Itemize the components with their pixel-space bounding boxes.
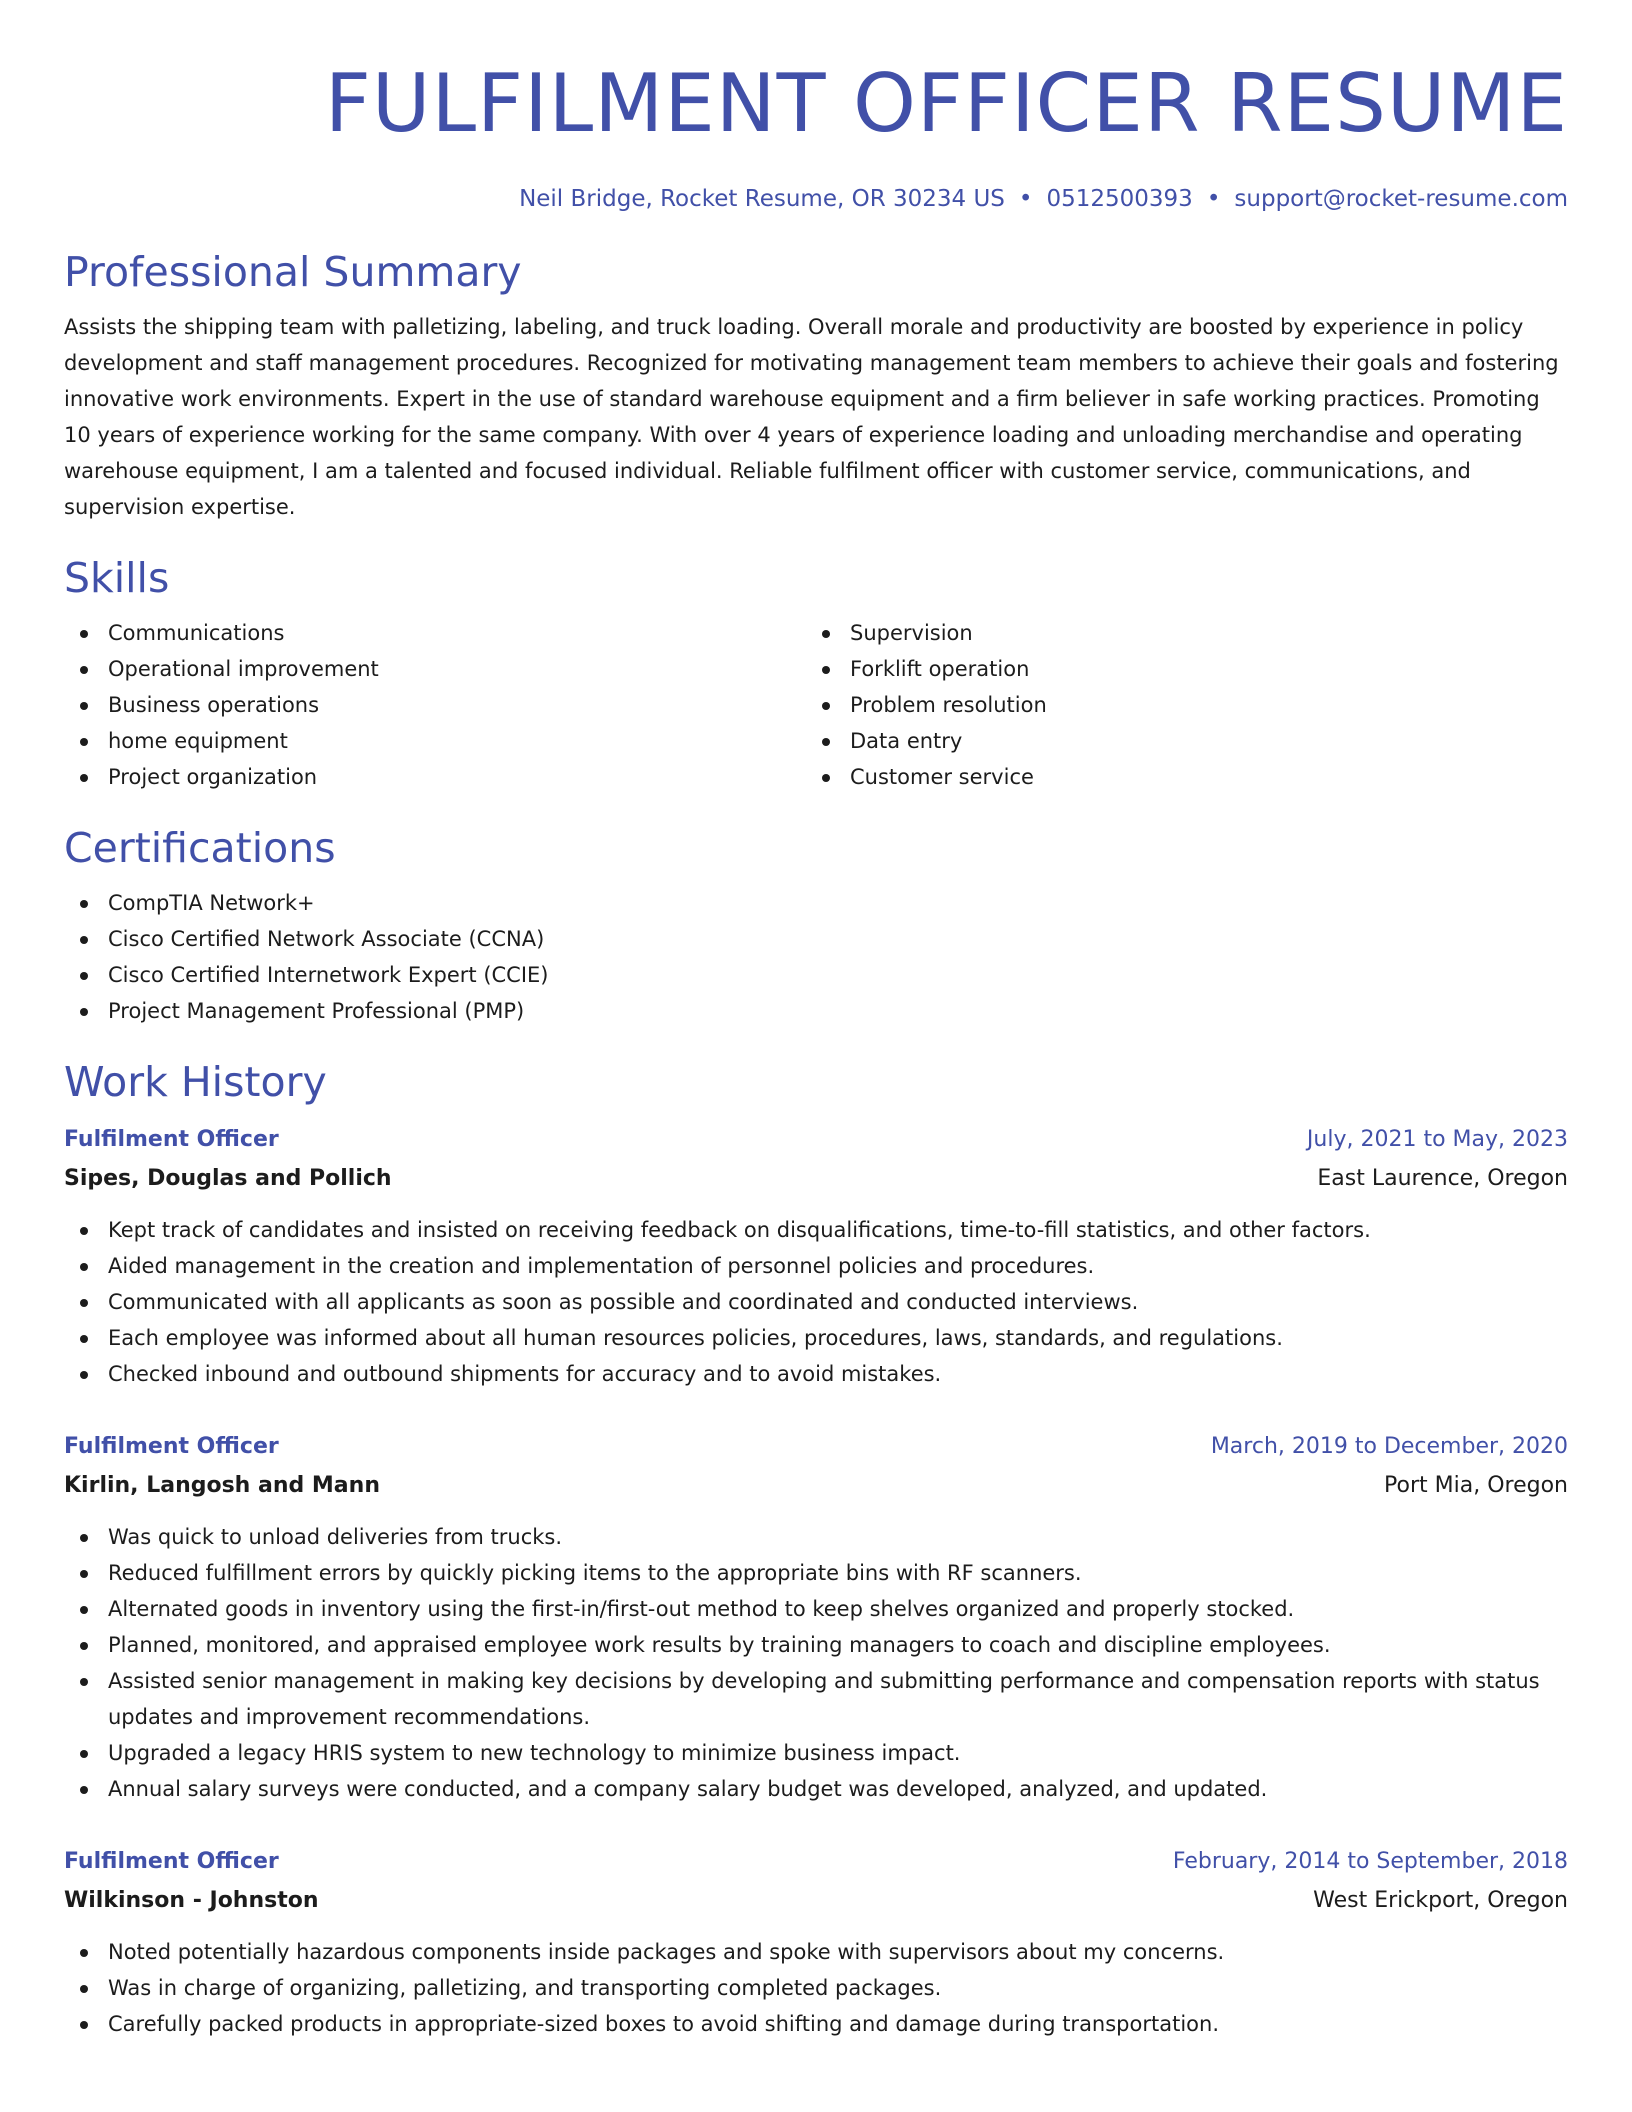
job-title: Fulfilment Officer (64, 1849, 279, 1874)
job-bullets (64, 1519, 1568, 1807)
section-heading-certifications: Certifications (64, 824, 336, 872)
job-company-row (64, 1164, 1568, 1194)
skill-item: Business operations (64, 687, 806, 723)
section-heading-work-history: Work History (64, 1058, 327, 1106)
contact-line (64, 184, 1568, 214)
job-entry (64, 1432, 1568, 1807)
job-bullet: Carefully packed products in appropriate-sized boxes to avoid shifting and damage during transportation. (64, 2006, 1568, 2042)
job-bullet: Reduced fulfillment errors by quickly picking items to the appropriate bins with RF scanners. (64, 1555, 1568, 1591)
job-bullets (64, 1212, 1568, 1392)
certification-item: Project Management Professional (PMP) (64, 993, 1568, 1029)
job-company: Wilkinson - Johnston (64, 1888, 319, 1913)
job-dates: February, 2014 to September, 2018 (1172, 1849, 1568, 1874)
contact-phone: 0512500393 (1046, 186, 1193, 212)
skill-item: Supervision (806, 615, 1548, 651)
job-company: Sipes, Douglas and Pollich (64, 1166, 392, 1191)
certification-item: CompTIA Network+ (64, 885, 1568, 921)
job-location: Port Mia, Oregon (1384, 1473, 1568, 1498)
job-location: West Erickport, Oregon (1313, 1888, 1568, 1913)
skill-item: Forklift operation (806, 651, 1548, 687)
job-entry (64, 1125, 1568, 1392)
skills-list-right (806, 615, 1548, 795)
job-bullet: Aided management in the creation and implementation of personnel policies and procedures. (64, 1248, 1568, 1284)
job-bullets (64, 1934, 1568, 2042)
skill-item: Project organization (64, 759, 806, 795)
certification-item: Cisco Certified Internetwork Expert (CCIE) (64, 957, 1568, 993)
job-bullet: Kept track of candidates and insisted on receiving feedback on disqualifications, time-to-fill statistics, and other factors. (64, 1212, 1568, 1248)
job-bullet: Communicated with all applicants as soon as possible and coordinated and conducted interviews. (64, 1284, 1568, 1320)
job-dates: July, 2021 to May, 2023 (1306, 1127, 1568, 1152)
job-bullet: Upgraded a legacy HRIS system to new technology to minimize business impact. (64, 1735, 1568, 1771)
skills-list-left (64, 615, 806, 795)
job-title: Fulfilment Officer (64, 1434, 279, 1459)
job-title: Fulfilment Officer (64, 1127, 279, 1152)
contact-address: Neil Bridge, Rocket Resume, OR 30234 US (519, 186, 1005, 212)
certifications-list (64, 885, 1568, 1029)
job-company-row (64, 1886, 1568, 1916)
job-dates: March, 2019 to December, 2020 (1210, 1434, 1568, 1459)
job-bullet: Was in charge of organizing, palletizing, and transporting completed packages. (64, 1970, 1568, 2006)
certification-item: Cisco Certified Network Associate (CCNA) (64, 921, 1568, 957)
resume-title: FULFILMENT OFFICER RESUME (324, 57, 1568, 150)
skill-item: home equipment (64, 723, 806, 759)
skill-item: Customer service (806, 759, 1548, 795)
job-bullet: Planned, monitored, and appraised employee work results by training managers to coach and discipline employees. (64, 1627, 1568, 1663)
professional-summary-section (64, 247, 1568, 525)
skill-item: Problem resolution (806, 687, 1548, 723)
skills-columns (64, 615, 1568, 795)
certifications-section (64, 823, 1568, 1029)
summary-text: Assists the shipping team with palletizing, labeling, and truck loading. Overall morale and productivity are boosted by experience in policy development and staff management procedures. Recognized for motivating management team members to achieve their goals and fostering innovative work environments. Expert in the use of standard warehouse equipment and a firm believer in safe working practices. Promoting 10 years of experience working for the same company. With over 4 years of experience loading and unloading merchandise and operating warehouse equipment, I am a talented and focused individual. Reliable fulfilment officer with customer service, communications, and supervision expertise. (64, 315, 1559, 519)
job-bullet: Annual salary surveys were conducted, and a company salary budget was developed, analyzed, and updated. (64, 1771, 1568, 1807)
skill-item: Operational improvement (64, 651, 806, 687)
job-title-row (64, 1847, 1568, 1877)
job-entry (64, 1847, 1568, 2042)
skill-item: Communications (64, 615, 806, 651)
job-location: East Laurence, Oregon (1317, 1166, 1568, 1191)
job-title-row (64, 1432, 1568, 1462)
contact-separator: • (1018, 186, 1033, 212)
job-bullet: Was quick to unload deliveries from trucks. (64, 1519, 1568, 1555)
skills-section (64, 553, 1568, 795)
section-heading-summary: Professional Summary (64, 248, 522, 296)
job-company-row (64, 1471, 1568, 1501)
contact-separator: • (1206, 186, 1221, 212)
section-heading-skills: Skills (64, 554, 170, 602)
skill-item: Data entry (806, 723, 1548, 759)
job-company: Kirlin, Langosh and Mann (64, 1473, 380, 1498)
job-title-row (64, 1125, 1568, 1155)
job-bullet: Alternated goods in inventory using the first-in/first-out method to keep shelves organized and properly stocked. (64, 1591, 1568, 1627)
work-history-section (64, 1057, 1568, 2042)
job-bullet: Each employee was informed about all human resources policies, procedures, laws, standards, and regulations. (64, 1320, 1568, 1356)
job-bullet: Assisted senior management in making key decisions by developing and submitting performance and compensation reports with status updates and improvement recommendations. (64, 1663, 1568, 1735)
job-bullet: Noted potentially hazardous components inside packages and spoke with supervisors about my concerns. (64, 1934, 1568, 1970)
job-bullet: Checked inbound and outbound shipments for accuracy and to avoid mistakes. (64, 1356, 1568, 1392)
contact-email[interactable]: support@rocket-resume.com (1234, 186, 1568, 212)
